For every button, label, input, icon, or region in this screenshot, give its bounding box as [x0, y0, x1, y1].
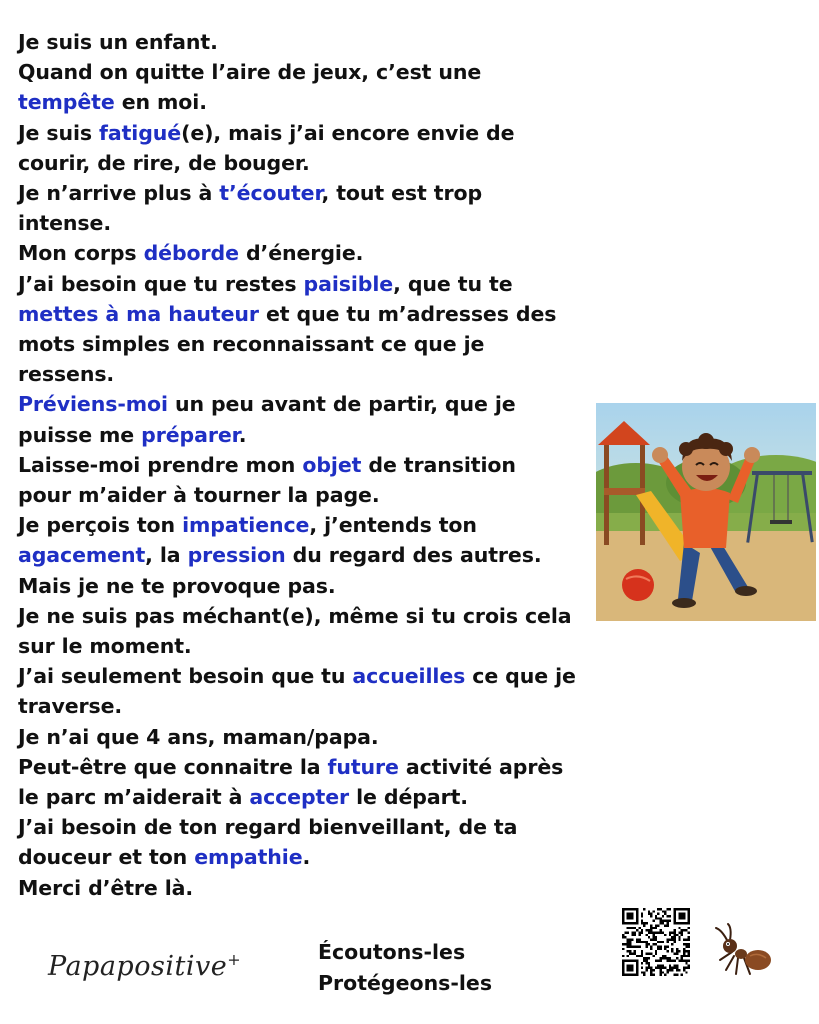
- text-line: [18, 873, 598, 903]
- playground-child-illustration: [596, 403, 816, 621]
- text-segment: Je n’ai que 4 ans, maman/papa.: [18, 724, 379, 749]
- text-line: [18, 812, 598, 842]
- text-line: [18, 571, 598, 601]
- text-line: [18, 178, 598, 208]
- text-segment: Peut-être que connaitre la: [18, 754, 328, 779]
- letter-text: [18, 27, 598, 903]
- highlighted-word: future: [327, 754, 399, 779]
- text-segment: pour m’aider à tourner la page.: [18, 483, 380, 508]
- text-segment: du regard des autres.: [285, 543, 542, 568]
- text-line: [18, 238, 598, 268]
- text-segment: sur le moment.: [18, 634, 192, 659]
- text-line: [18, 631, 598, 661]
- text-line: [18, 480, 598, 510]
- text-segment: , tout est trop: [321, 181, 483, 206]
- text-line: [18, 752, 598, 782]
- highlighted-word: préparer: [141, 422, 239, 447]
- text-segment: courir, de rire, de bouger.: [18, 150, 310, 175]
- text-segment: .: [302, 845, 311, 870]
- text-segment: douceur et ton: [18, 845, 195, 870]
- text-segment: (e), mais j’ai encore envie de: [181, 120, 515, 145]
- text-line: [18, 389, 598, 419]
- text-line: [18, 510, 598, 540]
- text-line: [18, 57, 598, 87]
- text-line: [18, 691, 598, 721]
- text-line: [18, 27, 598, 57]
- text-segment: en moi.: [114, 90, 207, 115]
- text-line: [18, 722, 598, 752]
- text-segment: le parc m’aiderait à: [18, 785, 250, 810]
- text-line: [18, 420, 598, 450]
- highlighted-word: mettes à ma hauteur: [18, 301, 259, 326]
- highlighted-word: pression: [187, 543, 286, 568]
- text-segment: un peu avant de partir, que je: [167, 392, 516, 417]
- text-line: [18, 450, 598, 480]
- text-segment: Je n’arrive plus à: [18, 181, 220, 206]
- text-line: [18, 329, 598, 359]
- motto-line-1: Écoutons-les: [318, 940, 466, 964]
- text-line: [18, 540, 598, 570]
- text-segment: puisse me: [18, 422, 142, 447]
- text-segment: de transition: [361, 452, 516, 477]
- text-segment: d’énergie.: [238, 241, 364, 266]
- text-line: [18, 118, 598, 148]
- text-segment: , la: [145, 543, 188, 568]
- highlighted-word: impatience: [182, 513, 310, 538]
- signature-logo: [48, 950, 241, 982]
- highlighted-word: accepter: [249, 785, 350, 810]
- text-line: [18, 601, 598, 631]
- highlighted-word: paisible: [303, 271, 394, 296]
- text-segment: ce que je: [465, 664, 576, 689]
- highlighted-word: accueilles: [352, 664, 466, 689]
- text-segment: et que tu m’adresses des: [258, 301, 557, 326]
- ant-icon: [712, 922, 774, 980]
- text-line: [18, 359, 598, 389]
- text-line: [18, 782, 598, 812]
- text-segment: Je suis: [18, 120, 100, 145]
- qr-code-icon: [622, 908, 690, 976]
- highlighted-word: agacement: [18, 543, 146, 568]
- text-segment: Je perçois ton: [18, 513, 183, 538]
- highlighted-word: objet: [302, 452, 362, 477]
- text-segment: Laisse-moi prendre mon: [18, 452, 303, 477]
- text-segment: mots simples en reconnaissant ce que je: [18, 332, 485, 357]
- text-segment: J’ai besoin de ton regard bienveillant, de ta: [18, 815, 518, 840]
- text-segment: Quand on quitte l’aire de jeux, c’est une: [18, 60, 482, 85]
- highlighted-word: déborde: [143, 241, 239, 266]
- signature-name: Papapositive: [48, 951, 228, 982]
- text-segment: Je ne suis pas méchant(e), même si tu crois cela: [18, 603, 572, 628]
- text-segment: Mon corps: [18, 241, 144, 266]
- text-segment: J’ai besoin que tu restes: [18, 271, 304, 296]
- text-segment: ressens.: [18, 362, 115, 387]
- text-segment: traverse.: [18, 694, 123, 719]
- text-line: [18, 148, 598, 178]
- highlighted-word: Préviens-moi: [18, 392, 168, 417]
- highlighted-word: tempête: [18, 90, 115, 115]
- text-line: [18, 208, 598, 238]
- text-segment: Mais je ne te provoque pas.: [18, 573, 336, 598]
- text-segment: .: [238, 422, 247, 447]
- signature-mark: +: [227, 950, 242, 969]
- text-segment: Je suis un enfant.: [18, 30, 218, 54]
- text-segment: , j’entends ton: [309, 513, 477, 538]
- highlighted-word: t’écouter: [219, 181, 322, 206]
- text-line: [18, 299, 598, 329]
- text-line: [18, 269, 598, 299]
- text-line: [18, 842, 598, 872]
- text-segment: J’ai seulement besoin que tu: [18, 664, 353, 689]
- text-segment: intense.: [18, 211, 112, 236]
- highlighted-word: empathie: [194, 845, 303, 870]
- highlighted-word: fatigué: [99, 120, 182, 145]
- motto-line-2: Protégeons-les: [318, 971, 493, 995]
- text-segment: , que tu te: [393, 271, 513, 296]
- text-segment: activité après: [398, 754, 564, 779]
- text-segment: Merci d’être là.: [18, 875, 194, 900]
- text-segment: le départ.: [349, 785, 468, 810]
- text-line: [18, 87, 598, 117]
- text-line: [18, 661, 598, 691]
- motto: [318, 937, 492, 999]
